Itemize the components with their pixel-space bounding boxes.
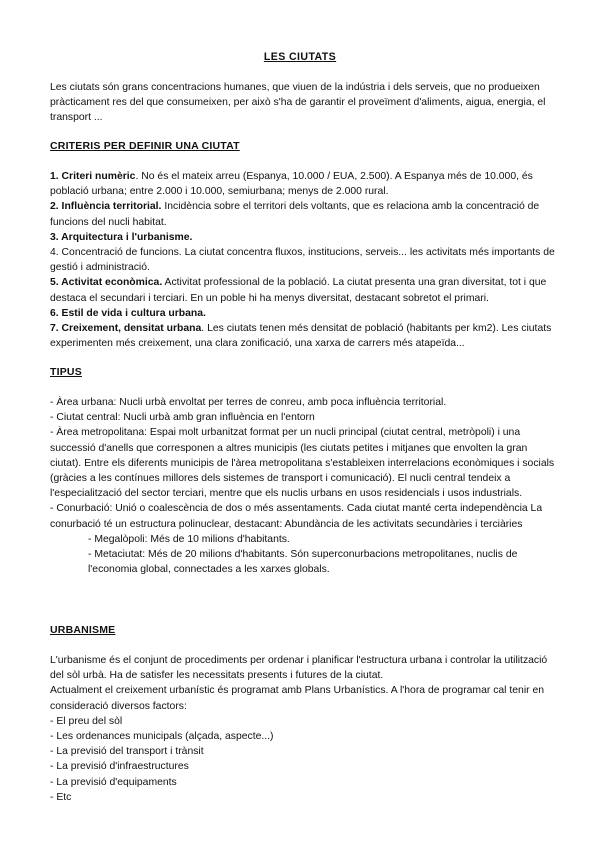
urbanisme-paragraph: Actualment el creixement urbanístic és programat amb Plans Urbanístics. A l'hora de programar cal tenir en consideració diversos factors:	[50, 685, 545, 712]
tipus-item: - Àrea urbana: Nucli urbà envoltat per terres de conreu, amb poca influència territorial.	[50, 397, 447, 408]
factor-item: - Etc	[50, 791, 72, 803]
urbanisme-paragraph: L'urbanisme és el conjunt de procediments per ordenar i planificar l'estructura urbana i controlar la utilització del sòl urbà. Ha de satisfer les necessitats presents i futures de la ciutat.	[50, 655, 548, 682]
tipus-item: - Ciutat central: Nucli urbà amb gran influència en l'entorn	[50, 412, 315, 424]
criteri-item: 5. Activitat econòmica. Activitat professional de la població. La ciutat presenta una gran diversitat, tot i que destaca el secundari i terciari. En un poble hi ha menys diversitat, destacant sobretot el primari.	[50, 277, 547, 304]
criteri-item: 4. Concentració de funcions. La ciutat concentra fluxos, institucions, serveis... les activitats més importants de gestió i administració.	[50, 247, 555, 274]
criteris-heading: CRITERIS PER DEFINIR UNA CIUTAT	[50, 140, 240, 152]
criteris-list	[50, 169, 560, 351]
tipus-heading: TIPUS	[50, 366, 82, 378]
factor-item: - La previsió d'infraestructures	[50, 761, 189, 773]
factor-item: - El preu del sòl	[50, 715, 123, 727]
tipus-item: - Conurbació: Unió o coalescència de dos o més assentaments. Cada ciutat manté certa independència La conurbació té un estructura polinuclear, destacant: Abundància de les activitats secundàries i terciàries	[50, 503, 543, 530]
factor-item: - La previsió del transport i trànsit	[50, 746, 204, 758]
tipus-sub-item: - Metaciutat: Més de 20 milions d'habitants. Són superconurbacions metropolitanes, nuclis de l'economia global, connectades a les xarxes globals.	[88, 549, 518, 576]
urbanisme-section	[50, 653, 560, 805]
tipus-sub-item: - Megalòpoli: Més de 10 milions d'habitants.	[88, 533, 290, 545]
tipus-item: - Àrea metropolitana: Espai molt urbanitzat format per un nucli principal (ciutat central, metròpoli) i una successió d'anells que corresponen a altres municipis (les ciutats petites i mitjanes que envolten la gran ciutat). Entre els diferents municipis de l'àrea metropolitana s'estableixen interrelacions econòmiques i socials (gràcies a les contínues millores dels sistemes de transport i comunicació). El nucli central tendeix a l'especialització del sector terciari, mentre que els nuclis urbans en usos residencials i usos industrials.	[50, 427, 555, 500]
factor-item: - Les ordenances municipals (alçada, aspecte...)	[50, 731, 274, 743]
criteri-item: 3. Arquitectura i l'urbanisme.	[50, 231, 193, 243]
page-title: LES CIUTATS	[263, 51, 337, 63]
criteri-item: 7. Creixement, densitat urbana. Les ciutats tenen més densitat de població (habitants per km2). Les ciutats experimenten més creixement, una clara zonificació, una xarxa de carrers més atapeïda...	[50, 323, 552, 350]
intro-paragraph: Les ciutats són grans concentracions humanes, que viuen de la indústria i dels serveis, que no produeixen pràcticament res del que consumeixen, per això s'ha de garantir el proveïment d'aliments, aigua, energia, el transport ...	[50, 82, 546, 124]
tipus-list	[50, 395, 560, 577]
criteri-item: 2. Influència territorial. Incidència sobre el territori dels voltants, que es relaciona amb la concentració de funcions del nucli habitat.	[50, 201, 540, 228]
criteri-item: 1. Criteri numèric. No és el mateix arreu (Espanya, 10.000 / EUA, 2.500). A Espanya més de 10.000, és població urbana; entre 2.000 i 10.000, semiurbana; menys de 2.000 rural.	[50, 171, 533, 198]
criteri-item: 6. Estil de vida i cultura urbana.	[50, 307, 206, 319]
urbanisme-heading: URBANISME	[50, 624, 116, 636]
factor-item: - La previsió d'equipaments	[50, 776, 177, 788]
